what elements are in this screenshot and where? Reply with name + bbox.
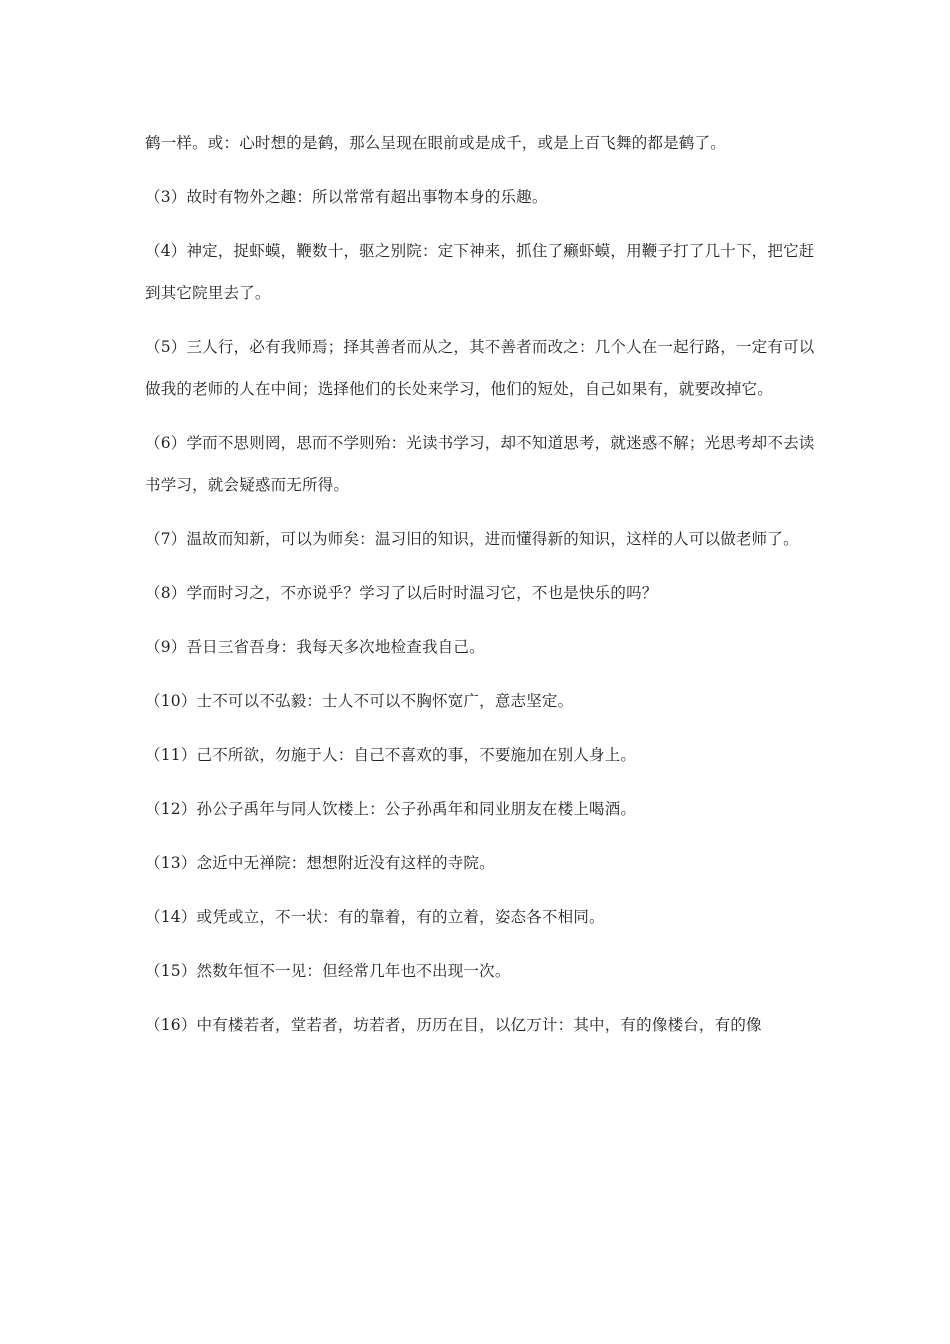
paragraph-3: （4）神定，捉虾蟆，鞭数十，驱之别院：定下神来，抓住了癞虾蟆，用鞭子打了几十下，把它赶到其它院里去了。 [145,242,815,302]
paragraph-13: （14）或凭或立，不一状：有的靠着，有的立着，姿态各不相同。 [145,908,605,926]
paragraph-6: （7）温故而知新，可以为师矣：温习旧的知识，进而懂得新的知识，这样的人可以做老师了。 [145,530,799,548]
document-page [145,122,817,1058]
paragraph-15: （16）中有楼若者，堂若者，坊若者，历历在目，以亿万计：其中，有的像楼台，有的像 [145,1016,762,1034]
paragraph-2: （3）故时有物外之趣：所以常常有超出事物本身的乐趣。 [145,188,548,206]
paragraph-8: （9）吾日三省吾身：我每天多次地检查我自己。 [145,638,485,656]
paragraph-7: （8）学而时习之，不亦说乎？学习了以后时时温习它，不也是快乐的吗？ [145,584,658,602]
paragraph-12: （13）念近中无禅院：想想附近没有这样的寺院。 [145,854,495,872]
paragraph-10: （11）己不所欲，勿施于人：自己不喜欢的事，不要施加在别人身上。 [145,746,637,764]
paragraph-1: 鹤一样。或：心时想的是鹤，那么呈现在眼前或是成千，或是上百飞舞的都是鹤了。 [145,134,726,152]
paragraph-11: （12）孙公子禹年与同人饮楼上：公子孙禹年和同业朋友在楼上喝酒。 [145,800,637,818]
paragraph-5: （6）学而不思则罔，思而不学则殆：光读书学习，却不知道思考，就迷惑不解；光思考却不去读书学习，就会疑惑而无所得。 [145,434,815,494]
paragraph-14: （15）然数年恒不一见：但经常几年也不出现一次。 [145,962,511,980]
paragraph-4: （5）三人行，必有我师焉；择其善者而从之，其不善者而改之：几个人在一起行路，一定有可以做我的老师的人在中间；选择他们的长处来学习，他们的短处，自己如果有，就要改掉它。 [145,338,815,398]
paragraph-9: （10）士不可以不弘毅：士人不可以不胸怀宽广，意志坚定。 [145,692,574,710]
